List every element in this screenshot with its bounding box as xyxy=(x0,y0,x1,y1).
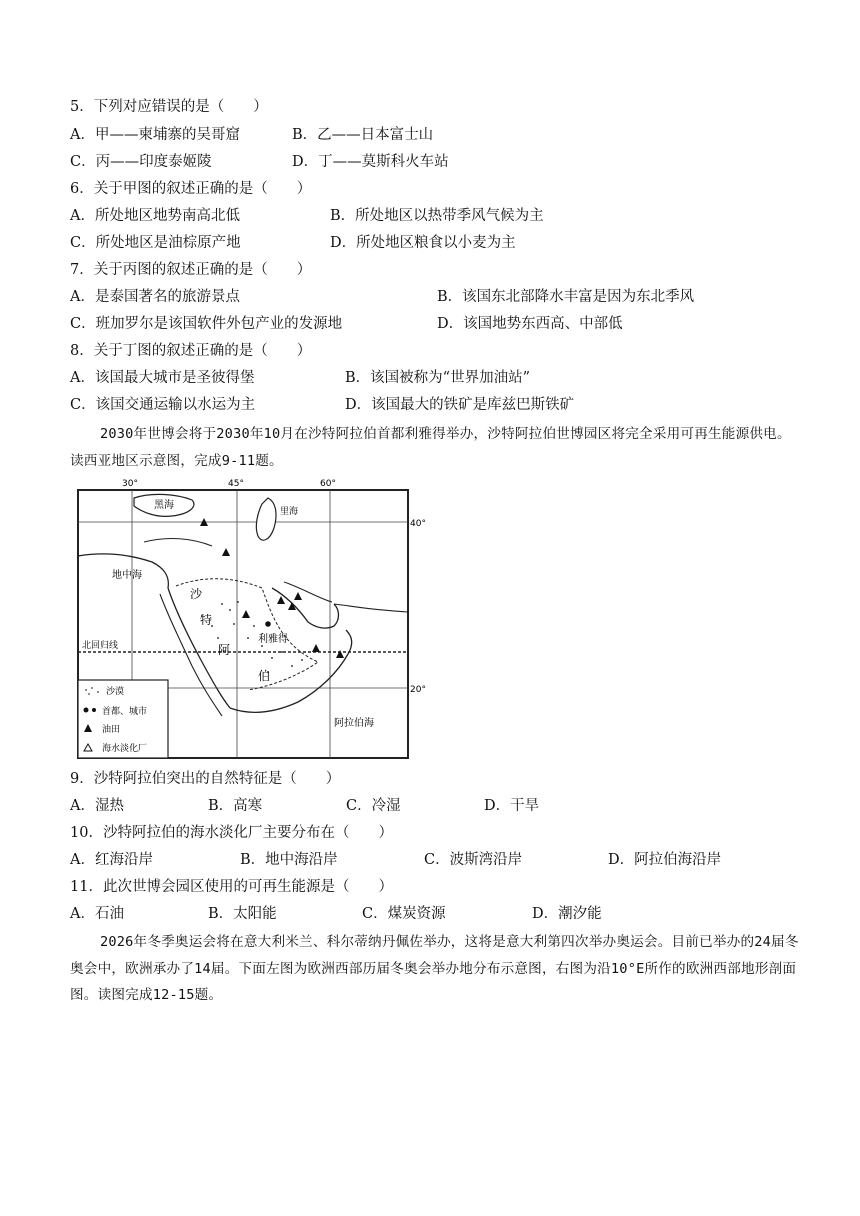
question-5-option-c[interactable]: C．丙——印度泰姬陵 xyxy=(70,154,212,170)
lon-label-60: 60° xyxy=(320,479,336,489)
legend-desalination-plant: 海水淡化厂 xyxy=(102,744,148,754)
question-7-option-b[interactable]: B．该国东北部降水丰富是因为东北季风 xyxy=(437,289,695,305)
saudi-label-4: 伯 xyxy=(258,669,271,683)
question-9-option-b[interactable]: B．高寒 xyxy=(208,798,263,814)
question-7-option-d[interactable]: D．该国地势东西高、中部低 xyxy=(437,316,623,332)
arabian-sea-label: 阿拉伯海 xyxy=(334,718,374,729)
question-7-option-c[interactable]: C．班加罗尔是该国软件外包产业的发源地 xyxy=(70,316,343,332)
question-7-option-a[interactable]: A．是泰国著名的旅游景点 xyxy=(70,289,240,305)
black-sea-label: 黑海 xyxy=(154,500,174,511)
question-6-option-b[interactable]: B．所处地区以热带季风气候为主 xyxy=(330,208,544,224)
question-5-option-d[interactable]: D．丁——莫斯科火车站 xyxy=(292,154,449,170)
mediterranean-label: 地中海 xyxy=(112,570,142,581)
question-8-option-b[interactable]: B．该国被称为“世界加油站” xyxy=(345,370,530,386)
question-9-option-c[interactable]: C．冷湿 xyxy=(346,798,401,814)
question-8-stem: 8．关于丁图的叙述正确的是（ ） xyxy=(70,343,312,359)
saudi-label-3: 阿 xyxy=(218,643,231,657)
saudi-label-1: 沙 xyxy=(190,587,203,601)
question-5-option-a[interactable]: A．甲——柬埔寨的吴哥窟 xyxy=(70,127,240,143)
question-10-option-b[interactable]: B．地中海沿岸 xyxy=(240,852,338,868)
question-6-option-d[interactable]: D．所处地区粮食以小麦为主 xyxy=(330,235,516,251)
west-asia-map xyxy=(72,476,430,760)
passage-winter-olympics: 2026年冬季奥运会将在意大利米兰、科尔蒂纳丹佩佐举办，这将是意大利第四次举办奥运会。目前已举办的24届冬奥会中，欧洲承办了14届。下面左图为欧洲西部历届冬奥会举办地分布示意图，右图为沿10°E所作的欧洲西部地形剖面图。读图完成12-15题。 xyxy=(70,934,799,1003)
question-10-option-a[interactable]: A．红海沿岸 xyxy=(70,852,153,868)
question-6-option-c[interactable]: C．所处地区是油棕原产地 xyxy=(70,235,241,251)
question-11-stem: 11．此次世博会园区使用的可再生能源是（ ） xyxy=(70,879,393,895)
lon-label-30: 30° xyxy=(122,479,138,489)
question-7-stem: 7．关于丙图的叙述正确的是（ ） xyxy=(70,262,312,278)
question-6-stem: 6．关于甲图的叙述正确的是（ ） xyxy=(70,181,312,197)
question-9-option-a[interactable]: A．湿热 xyxy=(70,798,124,814)
question-6-option-a[interactable]: A．所处地区地势南高北低 xyxy=(70,208,240,224)
question-5-stem: 5．下列对应错误的是（ ） xyxy=(70,99,268,115)
question-9-option-d[interactable]: D．干旱 xyxy=(484,798,540,814)
tropic-label: 北回归线 xyxy=(82,641,119,651)
legend-capital-city: 首都、城市 xyxy=(102,707,148,717)
riyadh-label: 利雅得 xyxy=(258,634,288,645)
question-11-option-c[interactable]: C．煤炭资源 xyxy=(362,906,446,922)
question-8-option-a[interactable]: A．该国最大城市是圣彼得堡 xyxy=(70,370,255,386)
question-8-option-d[interactable]: D．该国最大的铁矿是库兹巴斯铁矿 xyxy=(345,397,575,413)
question-9-stem: 9．沙特阿拉伯突出的自然特征是（ ） xyxy=(70,771,341,787)
legend-oil-field: 油田 xyxy=(102,725,121,735)
question-11-option-a[interactable]: A．石油 xyxy=(70,906,124,922)
saudi-label-2: 特 xyxy=(200,613,213,627)
caspian-sea-label: 里海 xyxy=(280,507,299,517)
lat-label-40: 40° xyxy=(410,519,426,529)
question-5-option-b[interactable]: B．乙——日本富士山 xyxy=(292,127,434,143)
question-10-option-d[interactable]: D．阿拉伯海沿岸 xyxy=(608,852,722,868)
passage-expo-2030: 2030年世博会将于2030年10月在沙特阿拉伯首都利雅得举办，沙特阿拉伯世博园区将完全采用可再生能源供电。读西亚地区示意图，完成9-11题。 xyxy=(70,426,791,469)
lat-label-20: 20° xyxy=(410,685,426,695)
question-8-option-c[interactable]: C．该国交通运输以水运为主 xyxy=(70,397,256,413)
question-11-option-b[interactable]: B．太阳能 xyxy=(208,906,277,922)
legend-desert: 沙漠 xyxy=(106,687,125,697)
question-10-stem: 10．沙特阿拉伯的海水淡化厂主要分布在（ ） xyxy=(70,825,393,841)
lon-label-45: 45° xyxy=(228,479,244,489)
question-10-option-c[interactable]: C．波斯湾沿岸 xyxy=(424,852,523,868)
question-11-option-d[interactable]: D．潮汐能 xyxy=(532,906,602,922)
